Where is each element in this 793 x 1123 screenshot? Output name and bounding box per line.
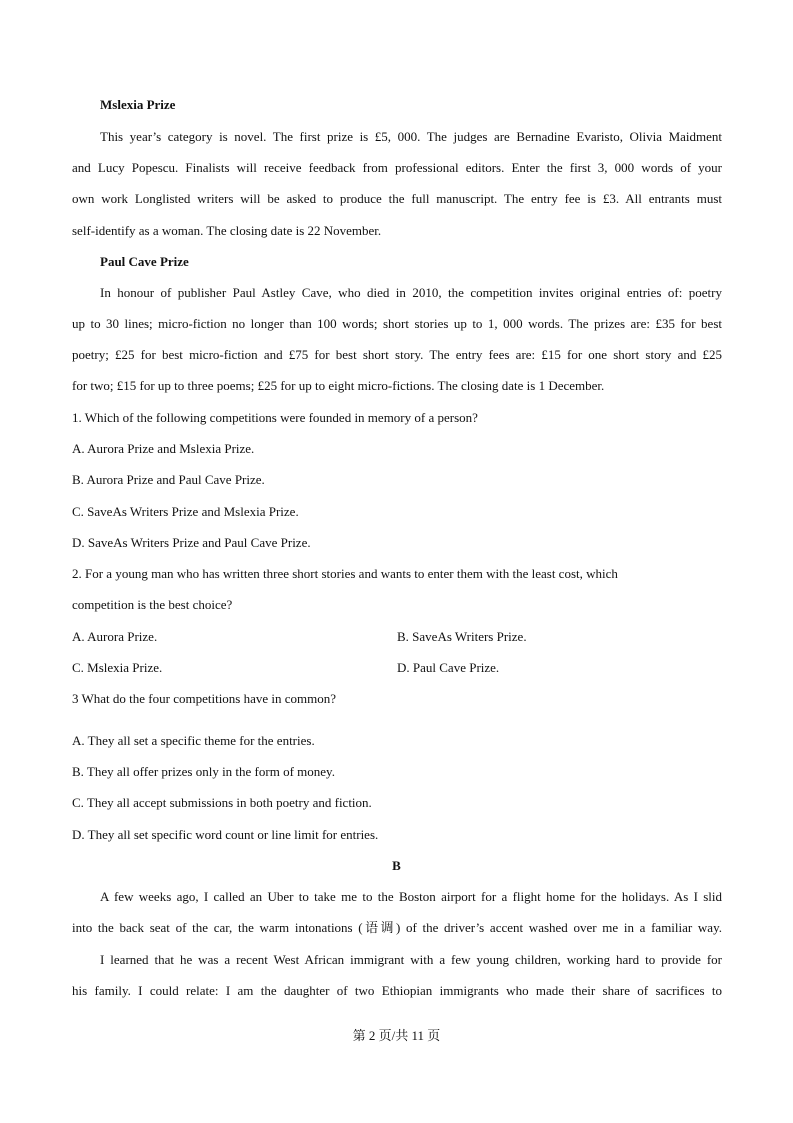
q1-option-b: B. Aurora Prize and Paul Cave Prize. [72,472,265,487]
section-b-line-4: his family. I could relate: I am the daughter of two Ethiopian immigrants who made their share of sacrifices to [72,983,722,998]
paul-cave-line-4: for two; £15 for up to three poems; £25 for up to eight micro-fictions. The closing date is 1 December. [72,378,605,393]
mslexia-line-1: This year’s category is novel. The first prize is £5, 000. The judges are Bernadine Evaristo, Olivia Maidment [100,129,722,144]
paul-cave-line-1: In honour of publisher Paul Astley Cave, who died in 2010, the competition invites original entries of: poetry [100,285,722,300]
q2-option-b: B. SaveAs Writers Prize. [397,629,527,644]
mslexia-line-3: own work Longlisted writers will be asked to produce the full manuscript. The entry fee is £3. All entrants must [72,191,722,206]
q3-option-c: C. They all accept submissions in both poetry and fiction. [72,795,372,810]
section-b-line-2: into the back seat of the car, the warm intonations (语调) of the driver’s accent washed over me in a familiar way. [72,920,722,935]
q2-option-c: C. Mslexia Prize. [72,660,163,675]
q3-option-d: D. They all set specific word count or line limit for entries. [72,827,379,842]
q3-option-a: A. They all set a specific theme for the entries. [72,733,315,748]
mslexia-line-2: and Lucy Popescu. Finalists will receive feedback from professional editors. Enter the first 3, 000 words of your [72,160,722,175]
q2-stem-line-2: competition is the best choice? [72,597,233,612]
page-number-footer: 第 2 页/共 11 页 [352,1028,441,1043]
q1-option-c: C. SaveAs Writers Prize and Mslexia Prize. [72,504,299,519]
section-b-line-1: A few weeks ago, I called an Uber to take me to the Boston airport for a flight home for the holidays. As I slid [100,889,722,904]
section-b-line-3: I learned that he was a recent West African immigrant with a few young children, working hard to provide for [100,952,722,967]
q2-option-d: D. Paul Cave Prize. [397,660,500,675]
paul-cave-line-3: poetry; £25 for best micro-fiction and £75 for best short story. The entry fees are: £15 for one short story and £25 [72,347,722,362]
q1-option-a: A. Aurora Prize and Mslexia Prize. [72,441,255,456]
paul-cave-line-2: up to 30 lines; micro-fiction no longer than 100 words; short stories up to 1, 000 words. The prizes are: £35 for best [72,316,722,331]
q3-stem: 3 What do the four competitions have in common? [72,691,337,706]
section-b-heading: B [392,858,401,873]
q1-stem: 1. Which of the following competitions were founded in memory of a person? [72,410,478,425]
paul-cave-heading: Paul Cave Prize [100,254,189,269]
q3-option-b: B. They all offer prizes only in the form of money. [72,764,335,779]
q2-stem-line-1: 2. For a young man who has written three short stories and wants to enter them with the least cost, which [72,566,618,581]
mslexia-heading: Mslexia Prize [100,97,176,112]
q1-option-d: D. SaveAs Writers Prize and Paul Cave Prize. [72,535,311,550]
mslexia-line-4: self-identify as a woman. The closing date is 22 November. [72,223,382,238]
q2-option-a: A. Aurora Prize. [72,629,158,644]
